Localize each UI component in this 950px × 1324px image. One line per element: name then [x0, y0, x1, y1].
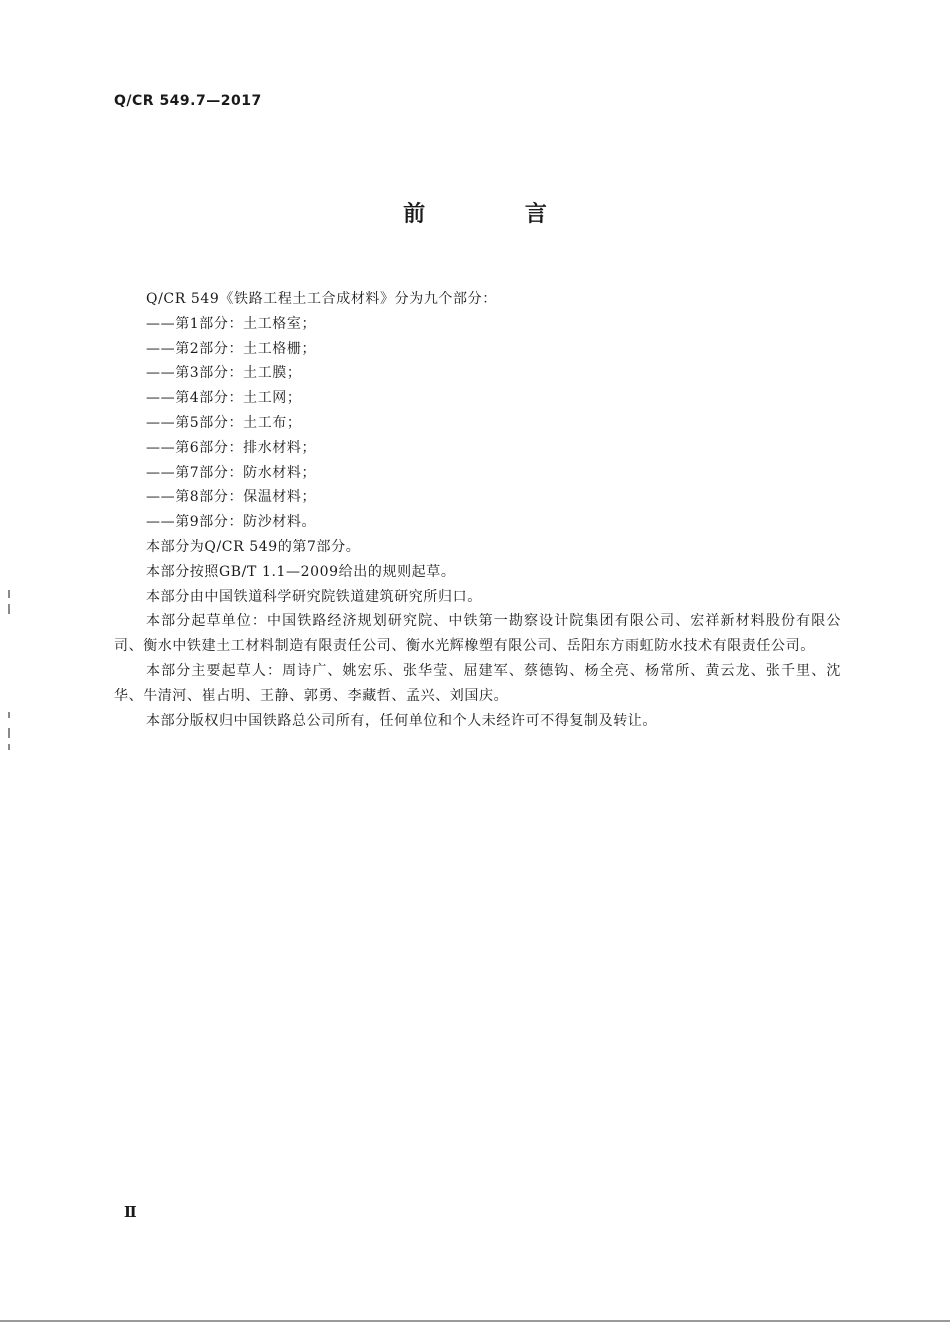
list-item-part-2: ——第2部分：土工格栅；: [146, 340, 317, 357]
page-title: 前 言: [403, 202, 593, 227]
list-item-part-4: ——第4部分：土工网；: [146, 390, 302, 407]
page-bottom-edge: [0, 1320, 950, 1322]
list-item-part-5: ——第5部分：土工布；: [146, 414, 302, 431]
page-number: Ⅱ: [124, 1203, 137, 1221]
responsible-body-paragraph: 本部分由中国铁道科学研究院铁道建筑研究所归口。: [146, 588, 482, 605]
foreword-body: [114, 287, 841, 733]
scan-artifact-mark: [8, 590, 10, 598]
list-item-part-6: ——第6部分：排水材料；: [146, 439, 317, 456]
copyright-paragraph: 本部分版权归中国铁路总公司所有，任何单位和个人未经许可不得复制及转让。: [146, 712, 657, 729]
list-item-part-1: ——第1部分：土工格室；: [146, 315, 317, 332]
parts-list: [114, 312, 841, 535]
list-item-part-8: ——第8部分：保温材料；: [146, 489, 317, 506]
drafters-paragraph: 本部分主要起草人：周诗广、姚宏乐、张华莹、屈建军、蔡德钩、杨全亮、杨常所、黄云龙、张千里、沈华、牛清河、崔占明、王静、郭勇、李藏哲、孟兴、刘国庆。: [114, 662, 841, 704]
list-item-part-7: ——第7部分：防水材料；: [146, 464, 317, 481]
standard-code: Q/CR 549.7—2017: [114, 93, 262, 109]
scan-artifact-mark: [8, 728, 10, 738]
drafting-units-paragraph: 本部分起草单位：中国铁路经济规划研究院、中铁第一勘察设计院集团有限公司、宏祥新材料股份有限公司、衡水中铁建土工材料制造有限责任公司、衡水光辉橡塑有限公司、岳阳东方雨虹防水技术有限责任公司。: [114, 613, 841, 655]
scan-artifact-mark: [8, 604, 10, 614]
list-item-part-3: ——第3部分：土工膜；: [146, 365, 302, 382]
scan-artifact-mark: [8, 712, 10, 718]
list-item-part-9: ——第9部分：防沙材料。: [146, 514, 317, 531]
intro-paragraph: Q/CR 549《铁路工程土工合成材料》分为九个部分：: [146, 291, 497, 307]
scan-artifact-mark: [8, 744, 10, 750]
drafting-rules-paragraph: 本部分按照GB/T 1.1—2009给出的规则起草。: [146, 563, 456, 580]
part-scope-paragraph: 本部分为Q/CR 549的第7部分。: [146, 538, 361, 555]
